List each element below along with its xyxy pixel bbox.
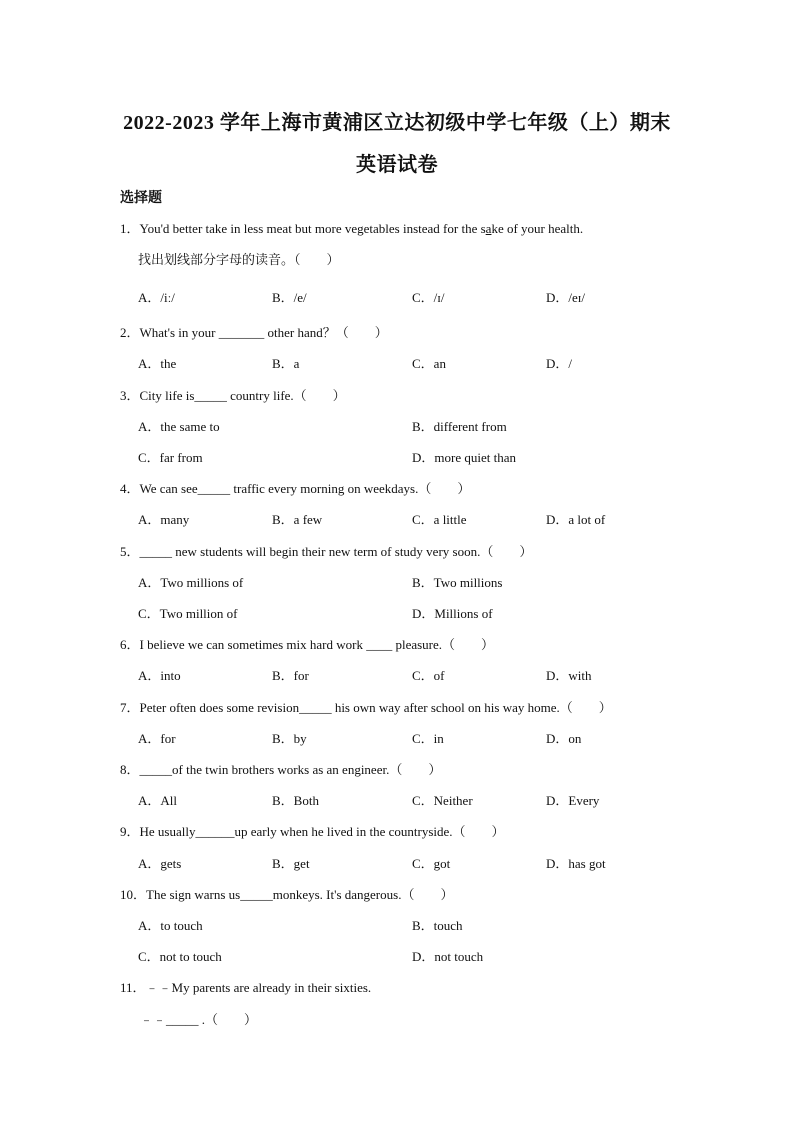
option-a[interactable]: A．into (138, 668, 181, 683)
option-c[interactable]: C．Two million of (138, 606, 238, 621)
option-b[interactable]: B．for (272, 668, 309, 683)
option-a[interactable]: A．Two millions of (138, 575, 244, 590)
question-1-stem (120, 218, 583, 237)
option-d[interactable]: D．not touch (412, 949, 484, 964)
option-a[interactable]: A．the same to (138, 419, 220, 434)
option-b[interactable]: B．touch (412, 918, 463, 933)
option-d[interactable]: D．Millions of (412, 606, 493, 621)
option-d[interactable]: D．with (546, 668, 592, 683)
option-c[interactable]: C．far from (138, 450, 203, 465)
title-line-1: 2022-2023 学年上海市黄浦区立达初级中学七年级（上）期末 (123, 112, 671, 134)
option-c[interactable]: C．got (412, 856, 451, 871)
question-8-stem: 8．_____of the twin brothers works as an engineer.（ ） (120, 762, 442, 777)
question-9-stem: 9．He usually______up early when he lived in the countryside.（ ） (120, 824, 505, 839)
title-line-2: 英语试卷 (356, 154, 438, 176)
option-d[interactable]: D．more quiet than (412, 450, 516, 465)
question-6-stem: 6．I believe we can sometimes mix hard work ____ pleasure.（ ） (120, 637, 495, 652)
option-b[interactable]: B．different from (412, 419, 507, 434)
question-2-stem: 2．What's in your _______ other hand？（ ） (120, 325, 388, 340)
section-heading: 选择题 (120, 191, 162, 206)
option-a[interactable]: A．to touch (138, 918, 203, 933)
option-b[interactable]: B．a (272, 356, 300, 371)
option-a[interactable]: A．gets (138, 856, 182, 871)
option-c[interactable]: C．a little (412, 512, 467, 527)
option-a[interactable]: A．the (138, 356, 177, 371)
option-a[interactable]: A．for (138, 731, 176, 746)
option-b[interactable]: B．by (272, 731, 307, 746)
question-5-stem: 5．_____ new students will begin their new term of study very soon.（ ） (120, 544, 533, 559)
question-3-stem: 3．City life is_____ country life.（ ） (120, 388, 346, 403)
question-4-stem: 4．We can see_____ traffic every morning on weekdays.（ ） (120, 481, 471, 496)
option-d[interactable]: D．on (546, 731, 582, 746)
stem-text: ke of your health. (491, 221, 584, 236)
option-c[interactable]: C．of (412, 668, 445, 683)
option-d[interactable]: D．Every (546, 793, 600, 808)
underlined-letter: a (485, 221, 492, 236)
option-d[interactable]: D．/ (546, 356, 573, 371)
question-1-sub: 找出划线部分字母的读音。（ ） (138, 252, 340, 267)
option-b[interactable]: B．/e/ (272, 290, 307, 305)
option-c[interactable]: C．/ɪ/ (412, 290, 445, 305)
option-b[interactable]: B．a few (272, 512, 323, 527)
option-c[interactable]: C．an (412, 356, 446, 371)
stem-text: 1．You'd better take in less meat but more vegetables instead for the s (120, 221, 486, 236)
question-11-sub: ﹣﹣_____ .（ ） (140, 1012, 258, 1027)
option-d[interactable]: D．/eɪ/ (546, 290, 585, 305)
question-11-stem: 11．﹣﹣My parents are already in their sixties. (120, 980, 372, 995)
option-a[interactable]: A．many (138, 512, 190, 527)
option-b[interactable]: B．Both (272, 793, 319, 808)
option-b[interactable]: B．get (272, 856, 310, 871)
option-a[interactable]: A．All (138, 793, 178, 808)
option-d[interactable]: D．has got (546, 856, 606, 871)
option-c[interactable]: C．in (412, 731, 444, 746)
option-d[interactable]: D．a lot of (546, 512, 606, 527)
option-c[interactable]: C．Neither (412, 793, 473, 808)
question-10-stem: 10．The sign warns us_____monkeys. It's dangerous.（ ） (120, 887, 454, 902)
option-b[interactable]: B．Two millions (412, 575, 503, 590)
option-a[interactable]: A．/iː/ (138, 290, 175, 305)
question-7-stem: 7．Peter often does some revision_____ his own way after school on his way home.（ ） (120, 700, 612, 715)
option-c[interactable]: C．not to touch (138, 949, 222, 964)
